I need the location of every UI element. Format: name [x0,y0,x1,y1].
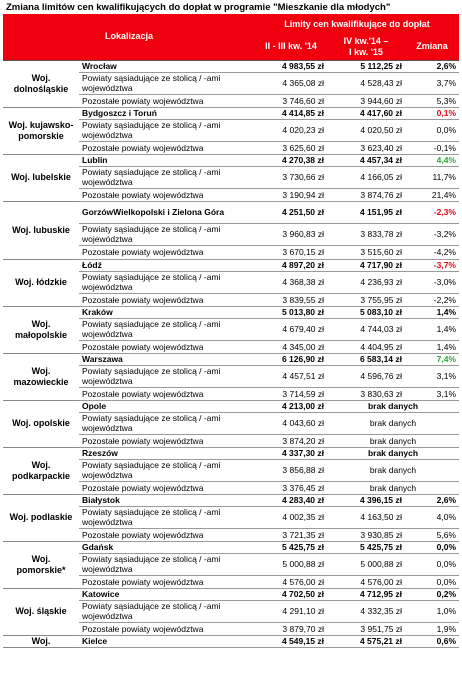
voivodeship-name: Woj. łódzkie [3,259,79,306]
limit-value-q2q3-2014: 3 874,20 zł [255,434,327,447]
limit-value-q2q3-2014: 4 702,50 zł [255,588,327,600]
table-row [3,353,459,365]
table-row [3,259,459,271]
limit-value-q2q3-2014: 4 549,15 zł [255,635,327,647]
area-label: Powiaty sąsiadujące ze stolicą / -ami województwa [79,412,255,434]
no-data-cell: brak danych [327,400,459,412]
limit-value-q4-2014-q1-2015: 4 417,60 zł [327,107,405,119]
limit-value-q4-2014-q1-2015: 4 744,03 zł [327,318,405,340]
city-name: Białystok [79,494,255,506]
header-lokalizacja: Lokalizacja [3,14,255,60]
limit-value-q2q3-2014: 4 291,10 zł [255,600,327,622]
change-percent: -2,3% [405,201,459,223]
limit-value-q2q3-2014: 4 457,51 zł [255,365,327,387]
limit-value-q2q3-2014: 4 337,30 zł [255,447,327,459]
table-row [3,306,459,318]
change-percent: 0,0% [405,553,459,575]
header-group: Limity cen kwalifikujące do dopłat [255,14,459,34]
city-name: GorzówWielkopolski i Zielona Góra [79,201,255,223]
city-name: Lublin [79,154,255,166]
limit-value-q2q3-2014: 4 897,20 zł [255,259,327,271]
change-percent: 21,4% [405,188,459,201]
limit-value-q2q3-2014: 3 714,59 zł [255,387,327,400]
change-percent: 1,4% [405,306,459,318]
change-percent: 0,6% [405,635,459,647]
limit-value-q4-2014-q1-2015: 3 833,78 zł [327,223,405,245]
change-percent: 3,1% [405,387,459,400]
limit-value-q4-2014-q1-2015: 5 425,75 zł [327,541,405,553]
table-row [3,107,459,119]
limit-value-q2q3-2014: 4 213,00 zł [255,400,327,412]
table-row [3,60,459,72]
limit-value-q2q3-2014: 4 414,85 zł [255,107,327,119]
limit-value-q4-2014-q1-2015: 4 396,15 zł [327,494,405,506]
change-percent: 0,0% [405,119,459,141]
change-percent: 11,7% [405,166,459,188]
voivodeship-name: Woj. kujawsko-pomorskie [3,107,79,154]
change-percent: 0,0% [405,575,459,588]
area-label: Pozostałe powiaty województwa [79,434,255,447]
area-label: Pozostałe powiaty województwa [79,387,255,400]
city-name: Łódź [79,259,255,271]
limit-value-q4-2014-q1-2015: 3 830,63 zł [327,387,405,400]
area-label: Powiaty sąsiadujące ze stolicą / -ami województwa [79,119,255,141]
change-percent: 1,4% [405,318,459,340]
limit-value-q4-2014-q1-2015: 4 020,50 zł [327,119,405,141]
change-percent: -4,2% [405,245,459,259]
change-percent: 5,3% [405,94,459,107]
area-label: Pozostałe powiaty województwa [79,622,255,635]
city-name: Rzeszów [79,447,255,459]
no-data-cell: brak danych [327,412,459,434]
limit-value-q4-2014-q1-2015: 3 755,95 zł [327,293,405,306]
change-percent: 2,6% [405,60,459,72]
change-percent: 5,6% [405,528,459,541]
header-col2: IV kw.'14 – I kw. '15 [327,34,405,60]
table-row [3,201,459,223]
limit-value-q2q3-2014: 4 983,55 zł [255,60,327,72]
change-percent: 3,1% [405,365,459,387]
area-label: Powiaty sąsiadujące ze stolicą / -ami województwa [79,318,255,340]
limit-value-q2q3-2014: 4 368,38 zł [255,271,327,293]
area-label: Pozostałe powiaty województwa [79,141,255,154]
city-name: Warszawa [79,353,255,365]
city-name: Kraków [79,306,255,318]
limit-value-q4-2014-q1-2015: 4 332,35 zł [327,600,405,622]
change-percent: 1,4% [405,340,459,353]
limit-value-q2q3-2014: 4 251,50 zł [255,201,327,223]
limit-value-q4-2014-q1-2015: 4 151,95 zł [327,201,405,223]
change-percent: 0,0% [405,541,459,553]
city-name: Bydgoszcz i Toruń [79,107,255,119]
table-row [3,588,459,600]
limit-value-q2q3-2014: 4 020,23 zł [255,119,327,141]
area-label: Powiaty sąsiadujące ze stolicą / -ami województwa [79,600,255,622]
limit-value-q4-2014-q1-2015: 3 623,40 zł [327,141,405,154]
limit-value-q2q3-2014: 3 839,55 zł [255,293,327,306]
limit-value-q2q3-2014: 5 000,88 zł [255,553,327,575]
area-label: Pozostałe powiaty województwa [79,94,255,107]
limit-value-q4-2014-q1-2015: 4 712,95 zł [327,588,405,600]
limit-value-q2q3-2014: 3 856,88 zł [255,459,327,481]
limit-value-q4-2014-q1-2015: 5 112,25 zł [327,60,405,72]
city-name: Kielce [79,635,255,647]
area-label: Powiaty sąsiadujące ze stolicą / -ami województwa [79,365,255,387]
voivodeship-name: Woj. podkarpackie [3,447,79,494]
change-percent: -3,7% [405,259,459,271]
voivodeship-name: Woj. śląskie [3,588,79,635]
limit-value-q2q3-2014: 3 625,60 zł [255,141,327,154]
limit-value-q2q3-2014: 5 013,80 zł [255,306,327,318]
change-percent: -0,1% [405,141,459,154]
limit-value-q2q3-2014: 3 721,35 zł [255,528,327,541]
limit-value-q2q3-2014: 3 879,70 zł [255,622,327,635]
limit-value-q4-2014-q1-2015: 6 583,14 zł [327,353,405,365]
area-label: Powiaty sąsiadujące ze stolicą / -ami województwa [79,506,255,528]
change-percent: 1,0% [405,600,459,622]
limit-value-q2q3-2014: 4 345,00 zł [255,340,327,353]
table-row [3,635,459,647]
change-percent: 1,9% [405,622,459,635]
area-label: Powiaty sąsiadujące ze stolicą / -ami województwa [79,166,255,188]
city-name: Katowice [79,588,255,600]
area-label: Pozostałe powiaty województwa [79,245,255,259]
limit-value-q2q3-2014: 4 270,38 zł [255,154,327,166]
limit-value-q4-2014-q1-2015: 3 515,60 zł [327,245,405,259]
change-percent: -3,2% [405,223,459,245]
limit-value-q2q3-2014: 4 576,00 zł [255,575,327,588]
limit-value-q2q3-2014: 4 365,08 zł [255,72,327,94]
voivodeship-name: Woj. [3,635,79,647]
limit-value-q2q3-2014: 3 190,94 zł [255,188,327,201]
no-data-cell: brak danych [327,447,459,459]
limit-value-q4-2014-q1-2015: 3 944,60 zł [327,94,405,107]
limit-value-q2q3-2014: 3 376,45 zł [255,481,327,494]
city-name: Wrocław [79,60,255,72]
area-label: Pozostałe powiaty województwa [79,575,255,588]
limit-value-q2q3-2014: 3 746,60 zł [255,94,327,107]
no-data-cell: brak danych [327,459,459,481]
change-percent: 2,6% [405,494,459,506]
change-percent: -2,2% [405,293,459,306]
table-row [3,400,459,412]
area-label: Pozostałe powiaty województwa [79,340,255,353]
price-limits-table [3,14,459,648]
area-label: Powiaty sąsiadujące ze stolicą / -ami województwa [79,223,255,245]
limit-value-q2q3-2014: 4 283,40 zł [255,494,327,506]
limit-value-q2q3-2014: 3 960,83 zł [255,223,327,245]
change-percent: 0,1% [405,107,459,119]
limit-value-q2q3-2014: 4 002,35 zł [255,506,327,528]
area-label: Pozostałe powiaty województwa [79,528,255,541]
area-label: Pozostałe powiaty województwa [79,481,255,494]
limit-value-q4-2014-q1-2015: 4 576,00 zł [327,575,405,588]
header-col1: II - III kw. '14 [255,34,327,60]
limit-value-q4-2014-q1-2015: 4 717,90 zł [327,259,405,271]
limit-value-q2q3-2014: 3 730,66 zł [255,166,327,188]
limit-value-q4-2014-q1-2015: 4 236,93 zł [327,271,405,293]
area-label: Powiaty sąsiadujące ze stolicą / -ami województwa [79,271,255,293]
table-row [3,154,459,166]
limit-value-q4-2014-q1-2015: 5 083,10 zł [327,306,405,318]
city-name: Opole [79,400,255,412]
change-percent: 3,7% [405,72,459,94]
area-label: Powiaty sąsiadujące ze stolicą / -ami województwa [79,553,255,575]
area-label: Powiaty sąsiadujące ze stolicą / -ami województwa [79,72,255,94]
limit-value-q4-2014-q1-2015: 3 874,76 zł [327,188,405,201]
table-row [3,447,459,459]
limit-value-q2q3-2014: 3 670,15 zł [255,245,327,259]
limit-value-q2q3-2014: 4 679,40 zł [255,318,327,340]
limit-value-q4-2014-q1-2015: 4 166,05 zł [327,166,405,188]
voivodeship-name: Woj. lubuskie [3,201,79,259]
no-data-cell: brak danych [327,481,459,494]
area-label: Pozostałe powiaty województwa [79,293,255,306]
change-percent: 7,4% [405,353,459,365]
limit-value-q4-2014-q1-2015: 3 951,75 zł [327,622,405,635]
change-percent: -3,0% [405,271,459,293]
area-label: Powiaty sąsiadujące ze stolicą / -ami województwa [79,459,255,481]
limit-value-q4-2014-q1-2015: 5 000,88 zł [327,553,405,575]
page-title: Zmiana limitów cen kwalifikujących do dopłat w programie "Mieszkanie dla młodych" [6,2,391,13]
limit-value-q4-2014-q1-2015: 4 596,76 zł [327,365,405,387]
voivodeship-name: Woj. pomorskie* [3,541,79,588]
limit-value-q4-2014-q1-2015: 4 163,50 zł [327,506,405,528]
table-row [3,494,459,506]
voivodeship-name: Woj. opolskie [3,400,79,447]
voivodeship-name: Woj. mazowieckie [3,353,79,400]
limit-value-q4-2014-q1-2015: 4 404,95 zł [327,340,405,353]
limit-value-q4-2014-q1-2015: 4 457,34 zł [327,154,405,166]
change-percent: 0,2% [405,588,459,600]
change-percent: 4,0% [405,506,459,528]
voivodeship-name: Woj. podlaskie [3,494,79,541]
limit-value-q4-2014-q1-2015: 3 930,85 zł [327,528,405,541]
voivodeship-name: Woj. lubelskie [3,154,79,201]
city-name: Gdańsk [79,541,255,553]
voivodeship-name: Woj. małopolskie [3,306,79,353]
limit-value-q2q3-2014: 4 043,60 zł [255,412,327,434]
limit-value-q2q3-2014: 6 126,90 zł [255,353,327,365]
limit-value-q4-2014-q1-2015: 4 528,43 zł [327,72,405,94]
limit-value-q4-2014-q1-2015: 4 575,21 zł [327,635,405,647]
change-percent: 4,4% [405,154,459,166]
area-label: Pozostałe powiaty województwa [79,188,255,201]
limit-value-q2q3-2014: 5 425,75 zł [255,541,327,553]
table-row [3,541,459,553]
no-data-cell: brak danych [327,434,459,447]
header-col3: Zmiana [405,34,459,60]
voivodeship-name: Woj. dolnośląskie [3,60,79,107]
table-body [3,60,459,647]
